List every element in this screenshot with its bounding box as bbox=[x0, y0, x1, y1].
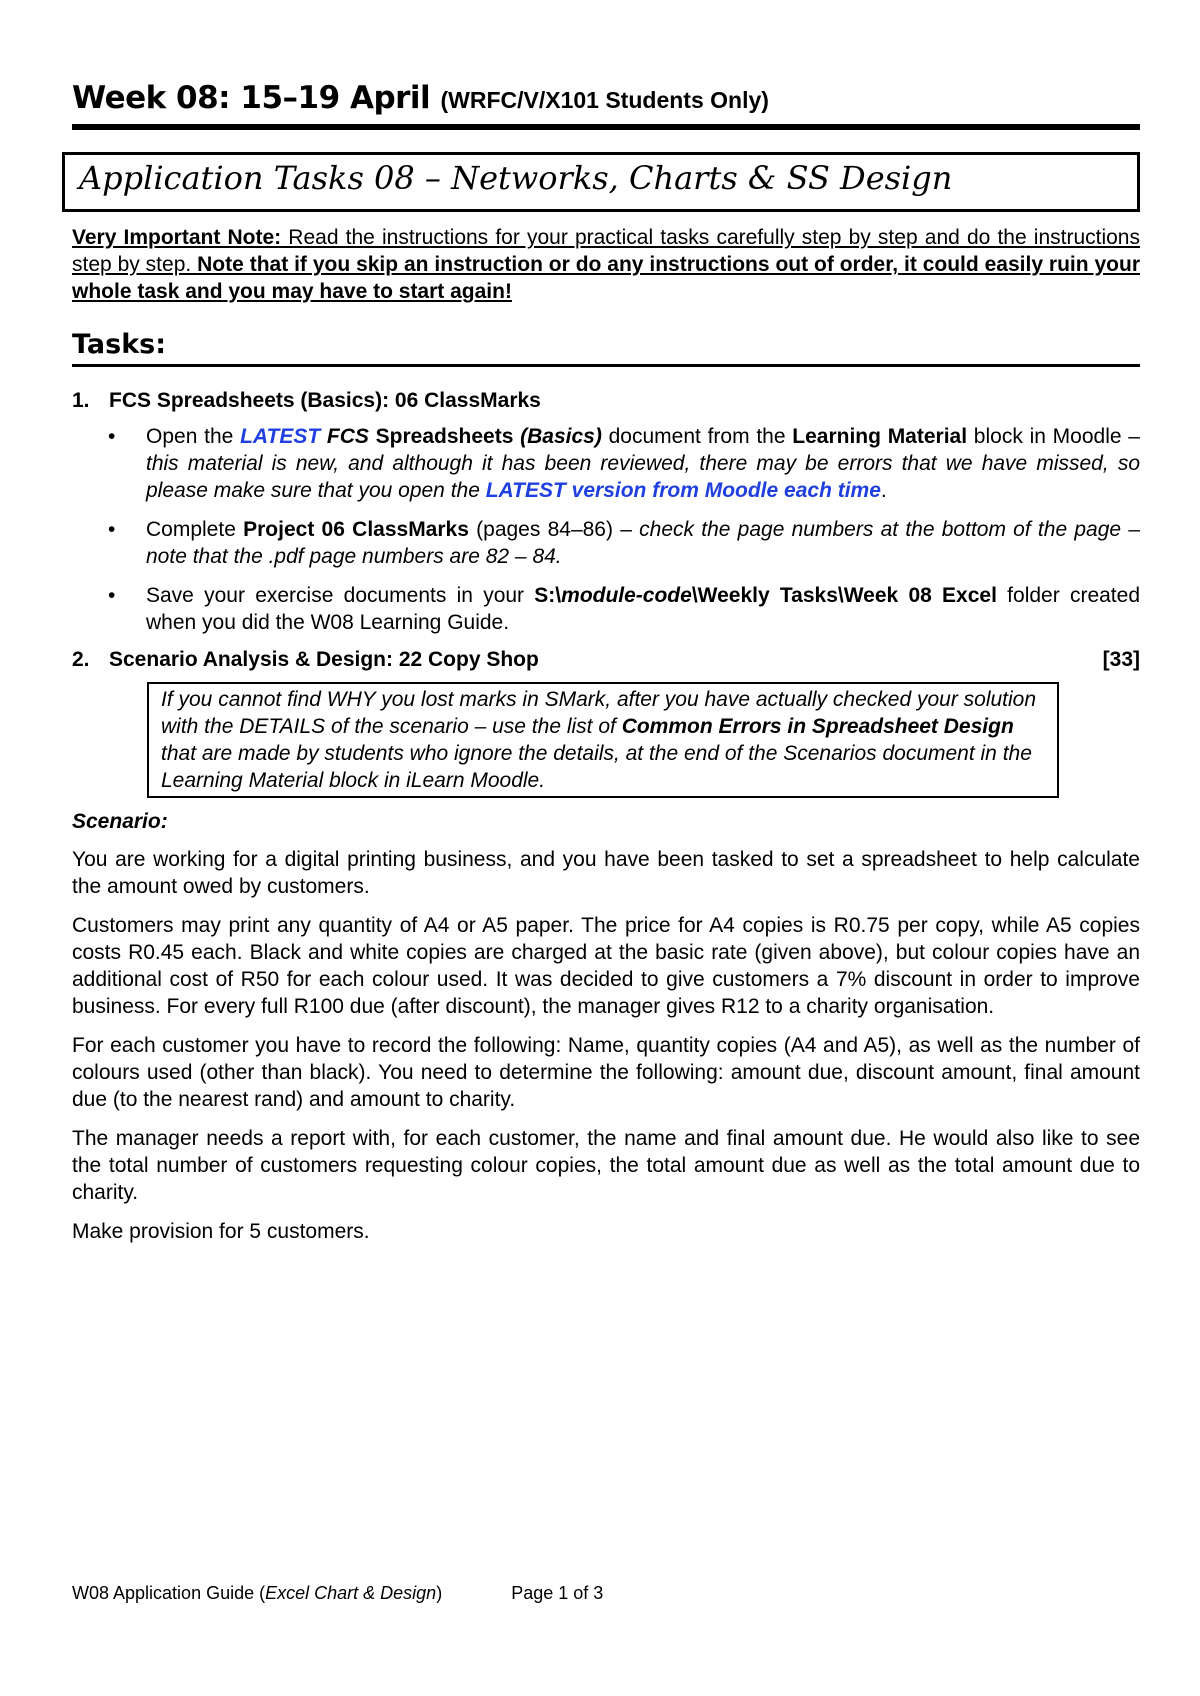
page-number: Page 1 of 3 bbox=[511, 1583, 604, 1603]
task-2-marks: [33] bbox=[1102, 648, 1140, 671]
scenario-label: Scenario: bbox=[72, 810, 168, 833]
scenario-paragraph-1: You are working for a digital printing business, and you have been tasked to set a spreadsheet to help calculate the amount owed by customers. bbox=[72, 848, 1140, 898]
important-note: Very Important Note: Read the instructions for your practical tasks carefully step by step and do the instructions step by step. Note that if you skip an instruction or do any instructions out of order, it could easily ruin your whole task and you may have to start again! bbox=[72, 226, 1140, 303]
week-subtitle: (WRFC/V/X101 Students Only) bbox=[440, 87, 769, 113]
application-tasks-title: Application Tasks 08 – Networks, Charts & SS Design bbox=[79, 159, 953, 197]
application-tasks-box bbox=[62, 152, 1140, 212]
page-footer bbox=[72, 1583, 603, 1604]
document-page bbox=[72, 80, 1140, 1245]
bullet-icon: • bbox=[108, 518, 116, 541]
footer-guide-name: W08 Application Guide (Excel Chart & Design) bbox=[72, 1583, 443, 1603]
week-title: Week 08: 15–19 April (WRFC/V/X101 Students Only) bbox=[72, 80, 769, 116]
tasks-rule bbox=[72, 364, 1140, 367]
bullet-icon: • bbox=[108, 425, 116, 448]
scenario-paragraph-4: The manager needs a report with, for each customer, the name and final amount due. He would also like to see the total number of customers requesting colour copies, the total amount due as well as the total amount due to charity. bbox=[72, 1127, 1140, 1204]
task-2-heading: 2. Scenario Analysis & Design: 22 Copy Shop [33] bbox=[72, 648, 1140, 671]
tasks-heading: Tasks: bbox=[72, 329, 167, 360]
scenario-paragraph-5: Make provision for 5 customers. bbox=[72, 1220, 370, 1243]
list-item: • Open the LATEST FCS Spreadsheets (Basics) document from the Learning Material block in Moodle – this material is new, and although it has been reviewed, there may be errors that we have missed, so please make sure that you open the LATEST version from Moodle each time. bbox=[108, 425, 1140, 502]
task-1-heading: 1. FCS Spreadsheets (Basics): 06 ClassMarks bbox=[72, 389, 541, 412]
scenario-paragraph-2: Customers may print any quantity of A4 or A5 paper. The price for A4 copies is R0.75 per copy, while A5 copies costs R0.45 each. Black and white copies are charged at the basic rate (given above), but colour copies have an additional cost of R50 for each colour used. It was decided to give customers a 7% discount in order to improve business. For every full R100 due (after discount), the manager gives R12 to a charity organisation. bbox=[72, 914, 1140, 1018]
common-errors-tip-box: If you cannot find WHY you lost marks in SMark, after you have actually checked your solution with the DETAILS of the scenario – use the list of Common Errors in Spreadsheet Design that are made by students who ignore the details, at the end of the Scenarios document in the Learning Material block in iLearn Moodle. bbox=[147, 682, 1059, 798]
bullet-icon: • bbox=[108, 584, 116, 607]
title-rule bbox=[72, 124, 1140, 130]
task-1-list bbox=[72, 423, 1140, 636]
list-item: • Complete Project 06 ClassMarks (pages 84–86) – check the page numbers at the bottom of the page – note that the .pdf page numbers are 82 – 84. bbox=[108, 518, 1141, 568]
list-item: • Save your exercise documents in your S:\module-code\Weekly Tasks\Week 08 Excel folder created when you did the W08 Learning Guide. bbox=[108, 584, 1140, 634]
scenario-paragraph-3: For each customer you have to record the following: Name, quantity copies (A4 and A5), as well as the number of colours used (other than black). You need to determine the following: amount due, discount amount, final amount due (to the nearest rand) and amount to charity. bbox=[72, 1034, 1140, 1111]
